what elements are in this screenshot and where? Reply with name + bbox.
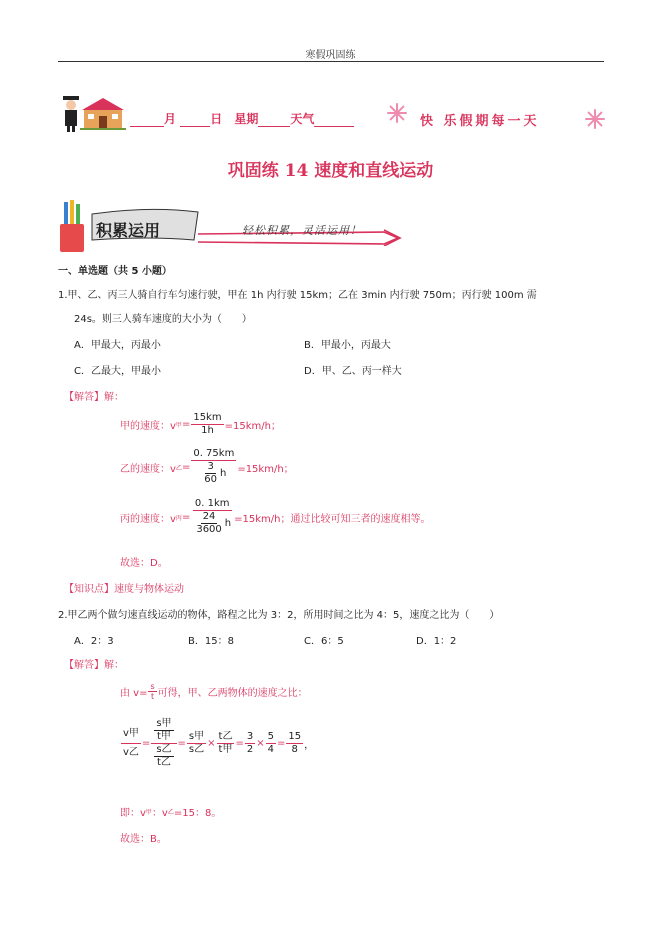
section-label: 积累运用	[96, 221, 161, 240]
q1-option-d[interactable]: D．甲、乙、丙一样大	[304, 366, 402, 377]
q2-n4: 4	[267, 744, 274, 755]
q1-stem-line1: 1.甲、乙、丙三人骑自行车匀速行驶，甲在 1h 内行驶 15km；乙在 3min 内行驶 750m；丙行驶 100m 需	[58, 290, 537, 301]
q1-yi-result: =15km/h；	[237, 463, 294, 475]
q2-n8: 8	[291, 744, 298, 755]
day-label: 日	[210, 112, 223, 126]
q1-yi-label: 乙的速度：v	[120, 463, 176, 475]
q1-yi-num: 0. 75km	[193, 448, 235, 459]
page-title: 巩固练 14 速度和直线运动	[227, 161, 434, 181]
q1-yi-den-unit: h	[220, 467, 227, 479]
q1-stem-line2: 24s。则三人骑车速度的大小为（ ）	[74, 314, 252, 325]
q2-t-jia: t甲	[218, 744, 233, 755]
q1-bing-sub: 丙	[175, 514, 182, 522]
q2-t-ratio	[217, 731, 235, 756]
q2-t-yi: t乙	[218, 731, 233, 742]
q2-option-b[interactable]: B．15：8	[188, 636, 234, 647]
q1-answer-label: 【解答】解：	[64, 392, 124, 403]
school-icon	[80, 98, 126, 130]
q1-yi-fraction	[191, 448, 236, 486]
q1-jia-fraction	[191, 412, 223, 437]
q2-intro-num: s	[150, 682, 155, 691]
q1-jia-label: 甲的速度：v	[120, 421, 176, 432]
graduate-icon	[60, 94, 82, 132]
q1-bing-result: =15km/h；通过比较可知三者的速度相等。	[234, 513, 431, 525]
q1-yi-sub: 乙	[175, 464, 182, 472]
q2-s-jia-top: s甲	[156, 718, 172, 729]
q1-option-b[interactable]: B．甲最小，丙最大	[304, 340, 391, 351]
q1-bing-den-den: 3600	[196, 524, 222, 535]
q2-stem: 2.甲乙两个做匀速直线运动的物体，路程之比为 3：2，所用时间之比为 4：5，速度之比为（ ）	[58, 610, 500, 621]
q1-formula-jia: 甲的速度：v 甲 = $\frac{15km}{1h}$ =15km/h；	[120, 412, 281, 436]
q1-bing-den-num: 24	[202, 511, 216, 522]
q2-choice: 故选：B。	[120, 834, 167, 845]
q2-ratio-sub-b: 乙	[167, 809, 174, 816]
q2-v-jia: v甲	[121, 725, 141, 744]
q1-yi-den-den: 60	[204, 474, 218, 485]
q2-option-c[interactable]: C．6：5	[304, 636, 344, 647]
q1-bing-fraction	[191, 498, 233, 536]
q2-s-yi-bottom: s乙	[156, 744, 172, 755]
q2-option-d[interactable]: D．1：2	[416, 636, 457, 647]
q2-ratio-formula: $\frac{\text{v甲}}{\text{v乙}}$ = $\frac{\frac{\text{s甲}}{\text{t甲}}}{\frac{\text{s乙}}{\text{t乙}}}$ = $\frac{\text{s甲}}{\text{s乙}}$ × $\frac{\text{t乙}}{\text{t甲}}$ = $\frac{3}{2}$ × $\frac{5}{4}$ = $\frac{15}{8}$ ，	[123, 718, 315, 768]
header-divider	[58, 61, 604, 62]
q1-yi-den-num: 3	[207, 461, 214, 472]
page-header-title: 寒假巩固练	[305, 50, 356, 61]
q2-n2: 2	[246, 744, 254, 755]
q2-n5: 5	[267, 731, 274, 742]
q1-jia-num: 15km	[193, 412, 222, 423]
month-label: 月	[164, 112, 177, 126]
q1-bing-label: 丙的速度：v	[120, 513, 176, 525]
q2-ratio-sub-a: 甲	[145, 809, 152, 816]
happy-slogan: 快 乐假期每一天	[420, 114, 540, 129]
pencil-cup-icon	[58, 200, 86, 252]
weekday-label: 星期	[234, 112, 259, 126]
q1-choice: 故选：D。	[120, 558, 168, 569]
q2-num-ratio-a	[245, 731, 255, 756]
q2-answer-label: 【解答】解：	[64, 660, 124, 671]
q2-compound-fraction	[151, 718, 176, 769]
snowflake-icon	[584, 108, 606, 130]
q2-intro-fraction	[148, 682, 156, 701]
q2-s-yi: s乙	[188, 744, 205, 755]
q2-v-ratio	[121, 725, 141, 762]
q1-option-a[interactable]: A．甲最大，丙最小	[74, 340, 161, 351]
q2-num-result	[286, 731, 303, 756]
q2-s-ratio	[187, 731, 206, 756]
q1-formula-bing: 丙的速度：v 丙 = 0. 1km $\frac{24}{3600}$ h =15km/h；通过比较可知三者的速度相等。	[120, 498, 431, 535]
snowflake-icon	[386, 102, 408, 124]
part-heading: 一、单选题（共 5 小题）	[58, 266, 172, 277]
q2-s-jia: s甲	[188, 731, 205, 742]
q2-ratio-line	[120, 804, 221, 819]
q1-bing-num: 0. 1km	[194, 498, 230, 509]
q2-t-yi-bottom: t乙	[156, 757, 171, 768]
q2-t-jia-top: t甲	[156, 731, 171, 742]
q2-intro-den: t	[151, 692, 155, 701]
q2-intro-a: 由 v=	[120, 688, 148, 699]
banner-date-line	[130, 110, 354, 127]
q2-ratio-end: =15：8。	[173, 808, 222, 819]
q1-option-c[interactable]: C．乙最大，甲最小	[74, 366, 161, 377]
q1-bing-den-unit: h	[224, 517, 232, 529]
q2-option-a[interactable]: A．2：3	[74, 636, 114, 647]
q1-formula-yi: 乙的速度：v 乙 = 0. 75km $\frac{3}{60}$ h =15km/h；	[120, 448, 294, 485]
q2-v-yi: v乙	[123, 747, 139, 758]
banner	[58, 94, 618, 134]
q2-n15: 15	[288, 731, 302, 742]
q2-num-ratio-b	[266, 731, 276, 756]
q1-jia-result: =15km/h；	[224, 421, 281, 432]
q1-jia-den: 1h	[201, 425, 214, 436]
section-slogan: 轻松积累，灵活运用！	[242, 224, 362, 237]
weather-label: 天气	[290, 112, 315, 126]
q1-knowledge: 【知识点】速度与物体运动	[64, 584, 184, 595]
q2-intro-b: 可得，甲、乙两物体的速度之比：	[157, 688, 308, 699]
q2-n3: 3	[246, 731, 254, 742]
q2-ratio-a: 即：v	[120, 808, 146, 819]
q2-intro	[120, 682, 308, 701]
q1-jia-sub: 甲	[175, 422, 182, 429]
q2-ratio-mid: ：v	[151, 808, 168, 819]
